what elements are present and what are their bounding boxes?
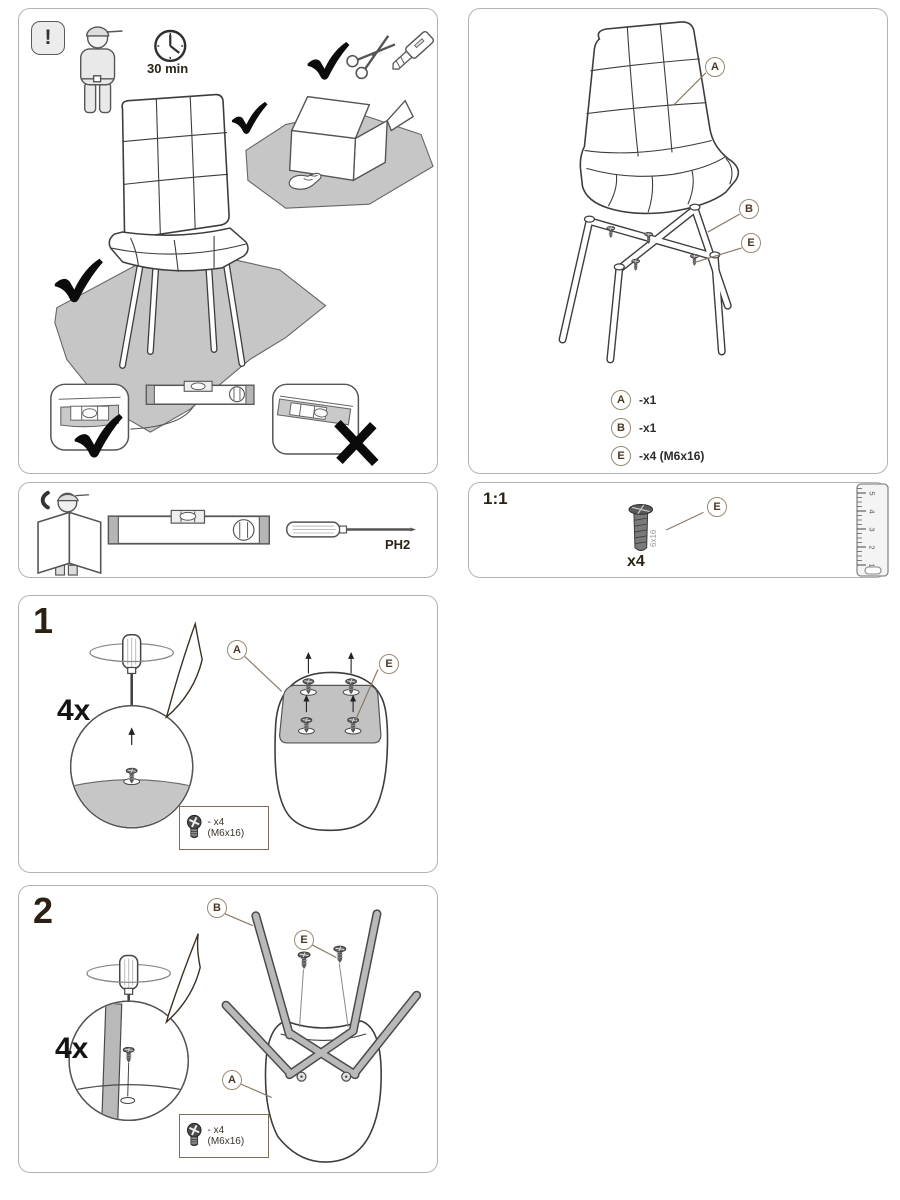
leg-frame-illustration (563, 204, 728, 359)
spirit-level-icon (146, 381, 253, 404)
ruler-number: 4 (867, 509, 877, 514)
screw-icon (186, 814, 203, 842)
callout-B: B (207, 898, 227, 918)
part-qty: -x1 (639, 393, 657, 407)
utility-knife-icon (388, 30, 434, 74)
repeat-multiplier: 4x (57, 694, 91, 727)
parts-illustration (469, 9, 887, 473)
callout-A: A (222, 1070, 242, 1090)
check-icon (308, 42, 350, 80)
hardware-box (179, 806, 269, 850)
assembly-time-label: 30 min (147, 61, 189, 76)
seat-part-illustration (580, 22, 738, 214)
ruler-number: 3 (867, 527, 877, 532)
clock-icon (155, 31, 185, 61)
part-letter: E (611, 446, 631, 466)
screw-size-label: 6x16 (649, 529, 658, 547)
check-icon (232, 102, 268, 134)
callout-E: E (741, 233, 761, 253)
screwdriver-icon (287, 522, 416, 537)
tools-illustration (19, 483, 437, 577)
person-reading-icon (38, 493, 101, 575)
scale-title: 1:1 (483, 489, 508, 508)
step-number: 1 (33, 600, 54, 641)
callout-A: A (227, 640, 247, 660)
panel-scale-1to1 (468, 482, 888, 578)
hardware-label: - x4 (М6х16) (207, 817, 245, 839)
seat-bottom-illustration (275, 654, 387, 831)
step-number: 2 (33, 890, 54, 931)
screw-1to1-illustration (469, 483, 887, 577)
ruler-number: 1 (867, 563, 877, 568)
part-letter: B (611, 418, 631, 438)
ruler (856, 483, 890, 577)
parts-list-row (611, 446, 704, 466)
screw-qty-label: x4 (627, 553, 645, 570)
callout-line (666, 512, 703, 530)
preparation-illustration (19, 9, 437, 473)
hardware-box (179, 1114, 269, 1158)
callout-E: E (379, 654, 399, 674)
repeat-multiplier: 4x (55, 1032, 89, 1065)
hardware-label: - x4 (М6х16) (207, 1125, 245, 1147)
part-qty: -x1 (639, 421, 657, 435)
callout-B: B (739, 199, 759, 219)
panel-parts (468, 8, 888, 474)
panel-step-1 (18, 595, 438, 873)
scissors-icon (345, 30, 400, 81)
callout-E: E (294, 930, 314, 950)
parts-list-row (611, 390, 656, 410)
warning-icon: ! (31, 21, 65, 55)
callout-E: E (707, 497, 727, 517)
zoom-callout-swoosh (166, 934, 200, 1022)
zoom-callout-swoosh (166, 624, 202, 717)
panel-preparation (18, 8, 438, 474)
callout-A: A (705, 57, 725, 77)
spirit-level-icon (109, 510, 270, 543)
ruler-number: 5 (867, 491, 877, 496)
part-qty: -x4 (М6х16) (639, 449, 705, 463)
parts-list-row (611, 418, 656, 438)
screwdriver-type-label: PH2 (385, 537, 411, 552)
level-wrong-callout (273, 384, 359, 454)
panel-tools (18, 482, 438, 578)
screw-icon (186, 1122, 203, 1150)
person-icon (81, 27, 123, 113)
box-on-blanket-illustration (246, 97, 433, 208)
part-letter: A (611, 390, 631, 410)
panel-step-2 (18, 885, 438, 1173)
ruler-number: 2 (867, 545, 877, 550)
